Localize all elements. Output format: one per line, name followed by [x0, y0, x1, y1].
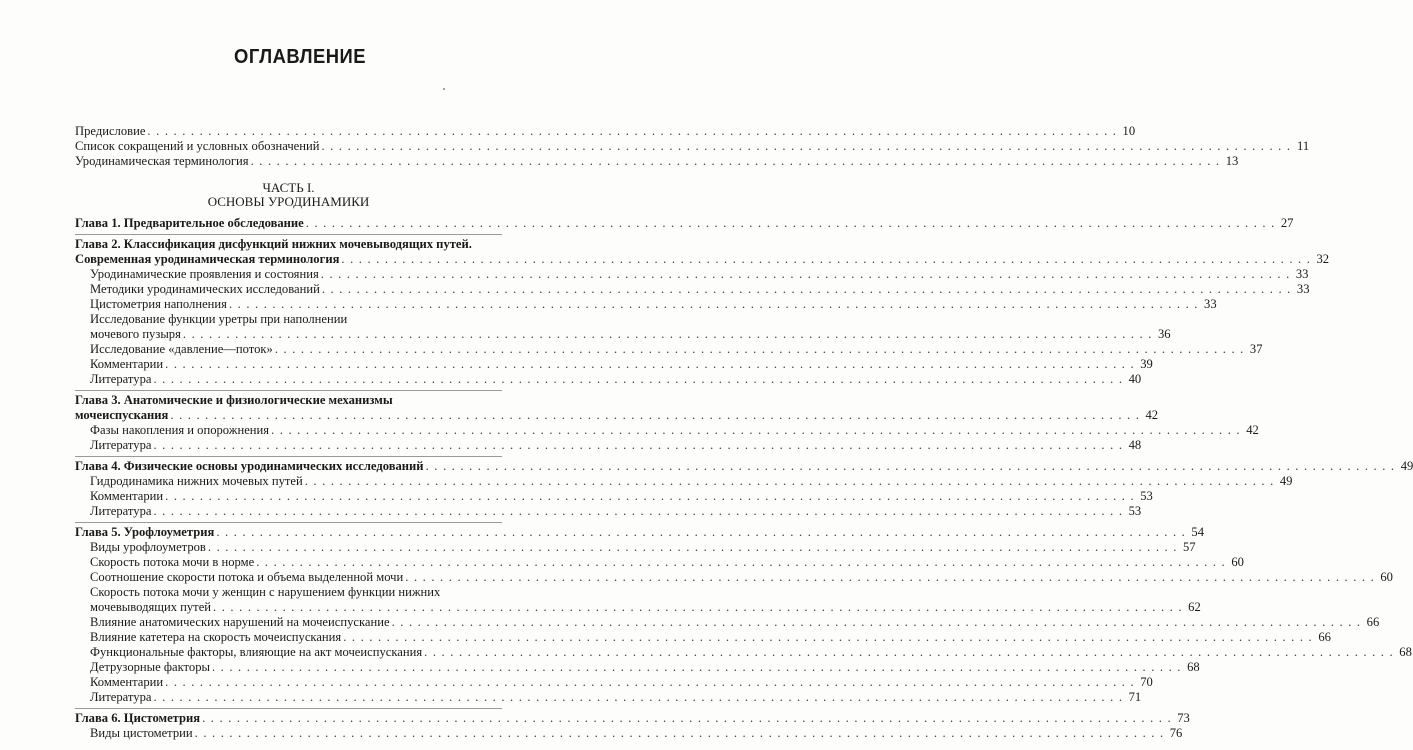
section-entry[interactable]: Влияние анатомических нарушений на мочеиспускание . . . 66 — [75, 615, 502, 630]
section-entry[interactable]: Исследование «давление—поток» . . . 37 — [75, 342, 502, 357]
chapter-3-title-line[interactable]: Глава 3. Анатомические и физиологические механизмы — [75, 393, 393, 407]
chapter-6-entry[interactable]: Глава 6. Цистометрия . . . 73 — [75, 711, 502, 726]
chapter-4-entry[interactable]: Глава 4. Физические основы уродинамических исследований . . . 49 — [75, 459, 502, 474]
section-entry[interactable]: Литература . . . 48 — [75, 438, 502, 453]
page-title: ОГЛАВЛЕНИЕ — [234, 46, 366, 68]
divider — [75, 522, 502, 523]
print-speck — [443, 88, 445, 90]
chapter-2-entry[interactable]: Современная уродинамическая терминология . . . 32 — [75, 252, 502, 267]
section-entry-line[interactable]: Скорость потока мочи у женщин с нарушением функции нижних — [90, 585, 441, 599]
section-entry[interactable]: Методики уродинамических исследований . . . 33 — [75, 282, 502, 297]
section-entry[interactable]: Скорость потока мочи в норме . . . 60 — [75, 555, 502, 570]
section-entry[interactable]: Влияние катетера на скорость мочеиспускания . . . 66 — [75, 630, 502, 645]
section-entry[interactable]: Функциональные факторы, влияющие на акт мочеиспускания . . . 68 — [75, 645, 502, 660]
section-entry[interactable]: Фазы накопления и опорожнения . . . 42 — [75, 423, 502, 438]
section-entry[interactable]: мочевыводящих путей . . . 62 — [75, 600, 502, 615]
chapter-3-entry[interactable]: мочеиспускания . . . 42 — [75, 408, 502, 423]
section-entry[interactable]: Литература . . . 40 — [75, 372, 502, 387]
section-entry[interactable]: Уродинамические проявления и состояния . . . 33 — [75, 267, 502, 282]
toc-main — [75, 216, 1413, 741]
section-entry[interactable]: Цистометрия наполнения . . . 33 — [75, 297, 502, 312]
section-entry-line[interactable]: Исследование функции уретры при наполнении — [90, 312, 348, 326]
chapter-5-entry[interactable]: Глава 5. Урофлоуметрия . . . 54 — [75, 525, 502, 540]
chapter-1-entry[interactable]: Глава 1. Предварительное обследование . . . 27 — [75, 216, 502, 231]
divider — [75, 456, 502, 457]
section-entry[interactable]: Литература . . . 71 — [75, 690, 502, 705]
section-entry[interactable]: Комментарии . . . 70 — [75, 675, 502, 690]
section-entry[interactable]: Комментарии . . . 53 — [75, 489, 502, 504]
toc-entry[interactable]: Предисловие . . . 10 — [75, 124, 502, 139]
toc-entry[interactable]: Список сокращений и условных обозначений . . . 11 — [75, 139, 502, 154]
section-entry[interactable]: Детрузорные факторы . . . 68 — [75, 660, 502, 675]
chapter-2-title-line[interactable]: Глава 2. Классификация дисфункций нижних мочевыводящих путей. — [75, 237, 472, 251]
section-entry[interactable]: Гидродинамика нижних мочевых путей . . . 49 — [75, 474, 502, 489]
part-heading — [75, 181, 502, 209]
section-entry[interactable]: Виды урофлоуметров . . . 57 — [75, 540, 502, 555]
section-entry[interactable]: Соотношение скорости потока и объема выделенной мочи . . . 60 — [75, 570, 502, 585]
divider — [75, 234, 502, 235]
toc-front-matter — [75, 124, 1310, 169]
divider — [75, 708, 502, 709]
section-entry[interactable]: Литература . . . 53 — [75, 504, 502, 519]
divider — [75, 390, 502, 391]
section-entry[interactable]: Комментарии . . . 39 — [75, 357, 502, 372]
toc-entry[interactable]: Уродинамическая терминология . . . 13 — [75, 154, 502, 169]
part-title: ОСНОВЫ УРОДИНАМИКИ — [207, 194, 370, 209]
part-number: ЧАСТЬ I. — [262, 180, 315, 195]
section-entry[interactable]: Виды цистометрии . . . 76 — [75, 726, 502, 741]
section-entry[interactable]: мочевого пузыря . . . 36 — [75, 327, 502, 342]
